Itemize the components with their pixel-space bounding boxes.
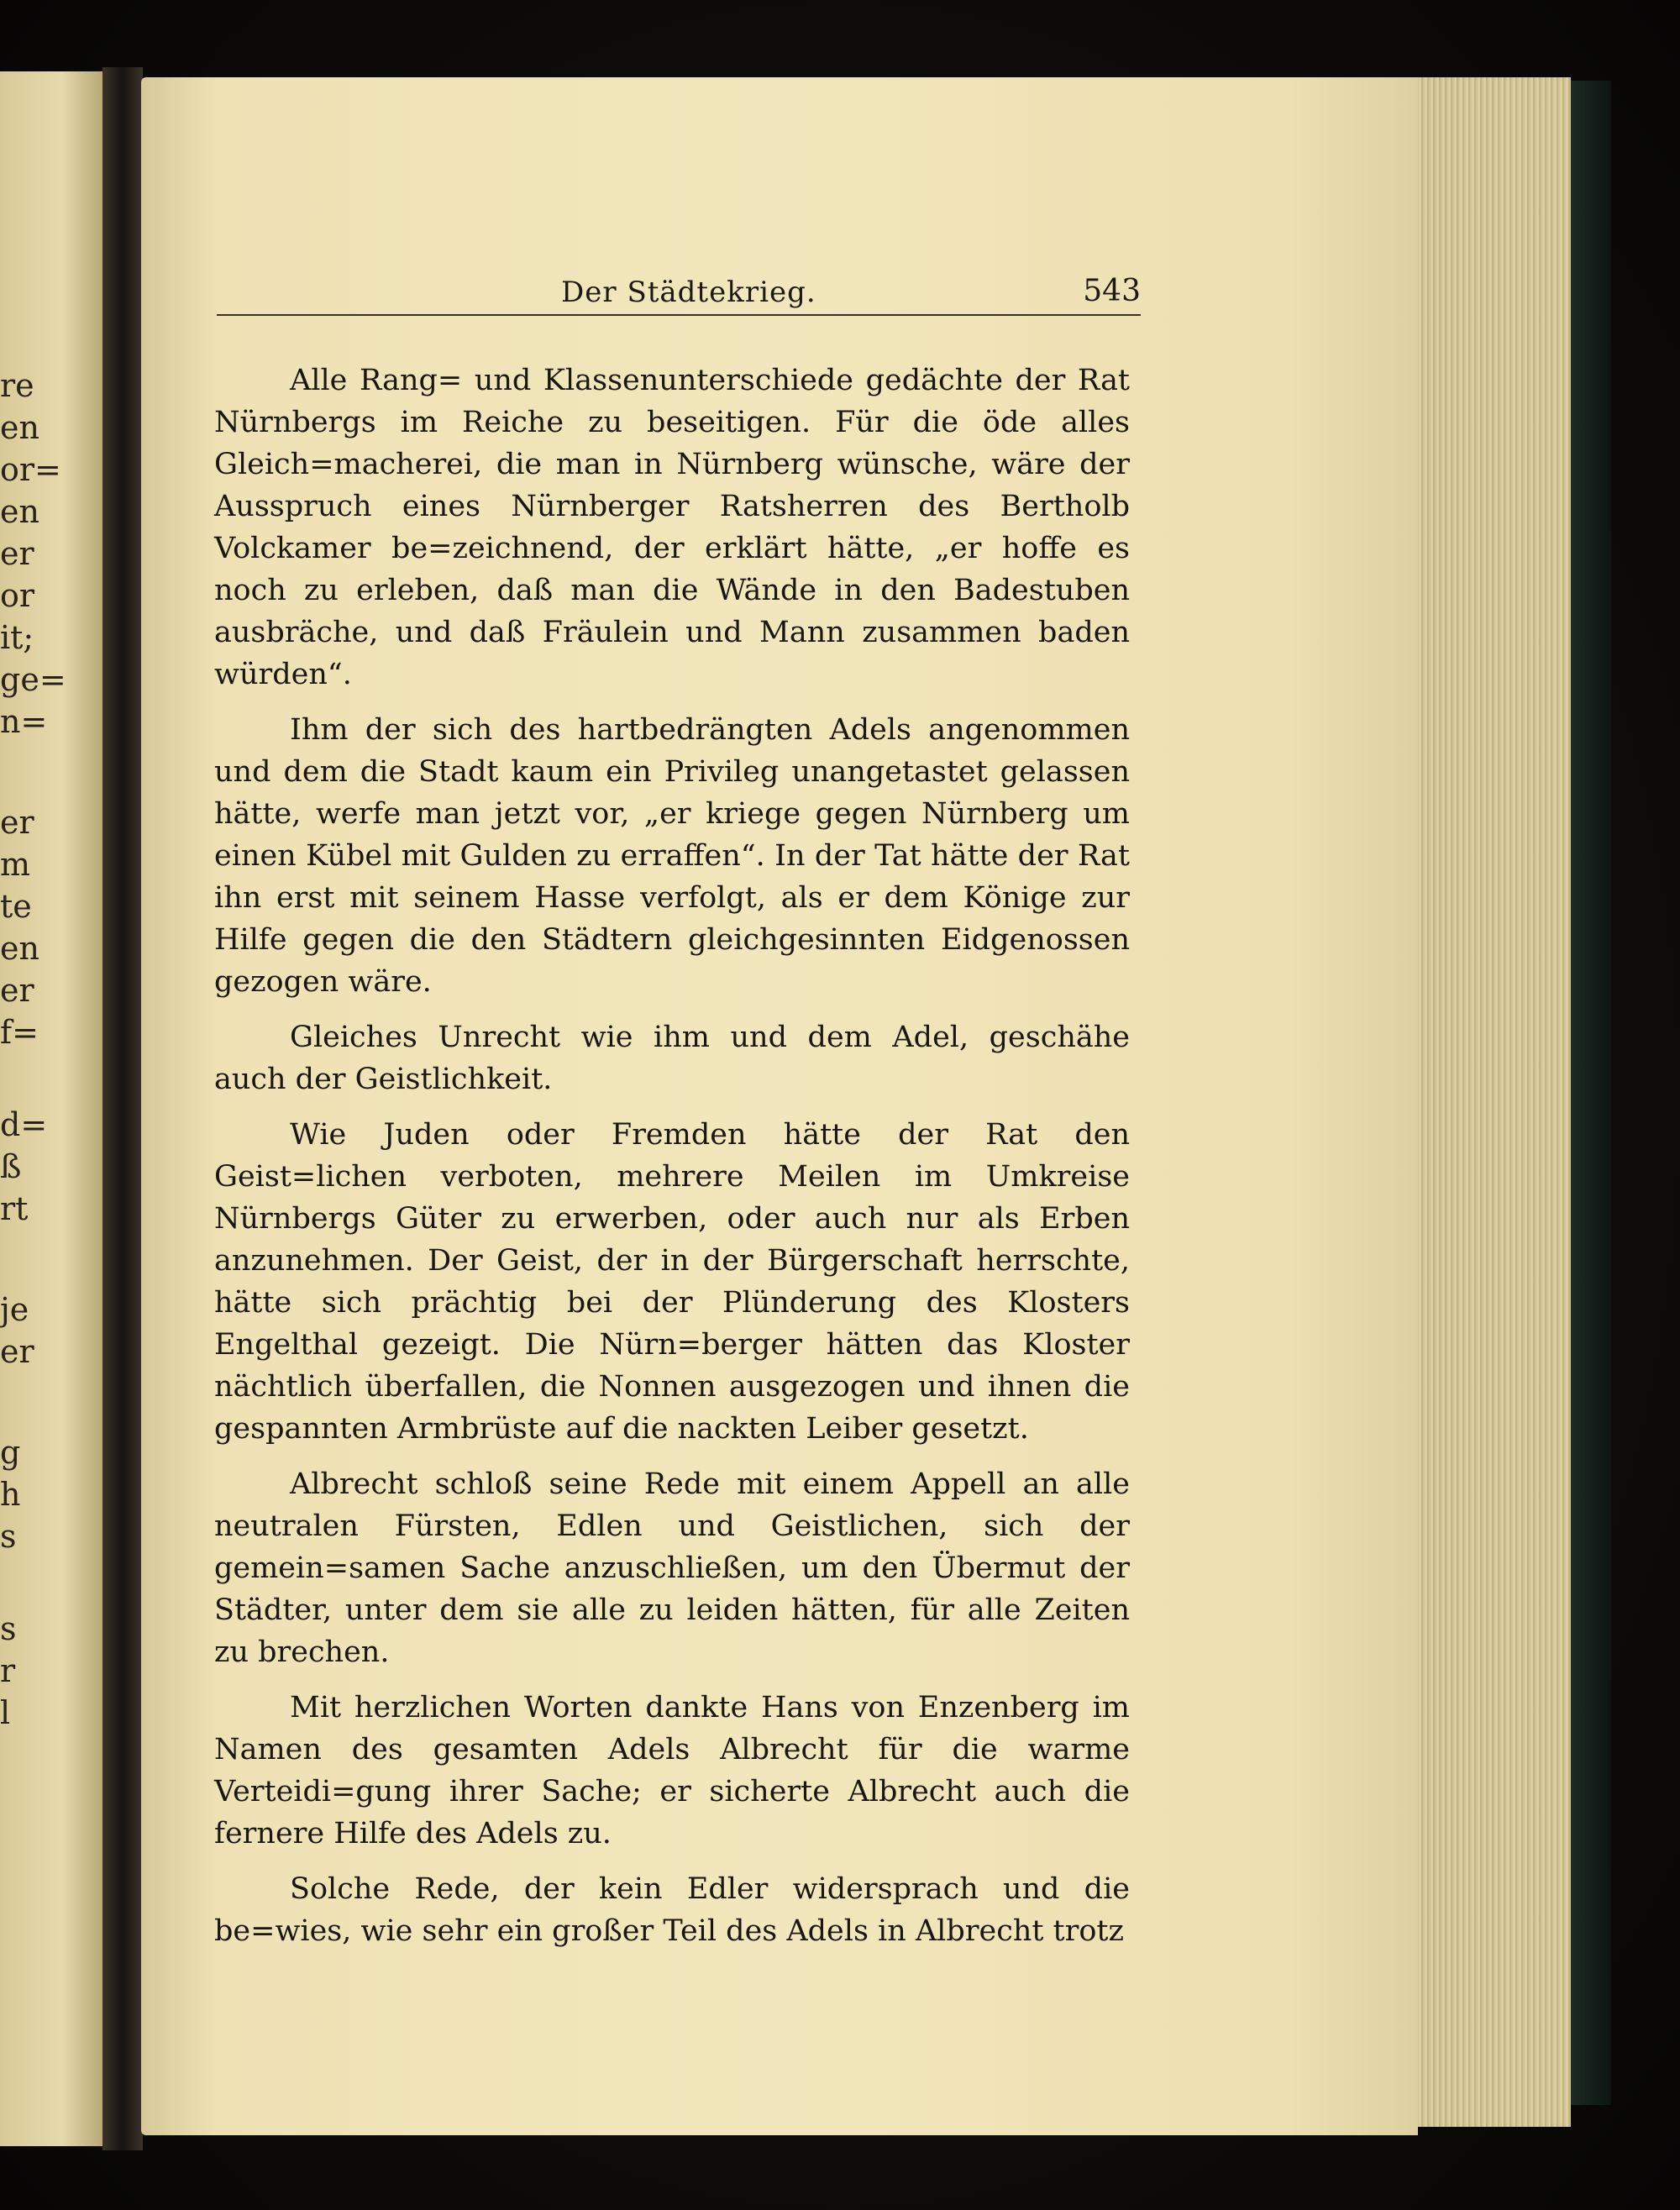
left-fragment: r bbox=[0, 1652, 16, 1689]
left-fragment: je bbox=[0, 1291, 29, 1328]
left-fragment: er bbox=[0, 1333, 34, 1370]
left-fragment: en bbox=[0, 493, 39, 530]
paragraph: Solche Rede, der kein Edler widersprach und die be=wies, wie sehr ein großer Teil des Adels in Albrecht trotz bbox=[214, 1872, 1130, 1948]
left-fragment: er bbox=[0, 804, 34, 841]
left-fragment: h bbox=[0, 1476, 21, 1513]
paragraph: Ihm der sich des hartbedrängten Adels angenommen und dem die Stadt kaum ein Privileg unangetastet gelassen hätte, werfe man jetzt vor, „er kriege gegen Nürnberg um einen Kübel mit Gulden zu erraffen“. In der Tat hätte der Rat ihn erst mit seinem Hasse verfolgt, als er dem Könige zur Hilfe gegen die den Städtern gleichgesinnten Eidgenossen gezogen wäre. bbox=[214, 713, 1130, 999]
left-fragment: s bbox=[0, 1518, 17, 1555]
left-fragment: or bbox=[0, 577, 35, 614]
paragraph: Gleiches Unrecht wie ihm und dem Adel, geschähe auch der Geistlichkeit. bbox=[214, 1021, 1130, 1096]
left-fragment: f= bbox=[0, 1014, 39, 1051]
paragraph: Wie Juden oder Fremden hätte der Rat den Geist=lichen verboten, mehrere Meilen im Umkreise Nürnbergs Güter zu erwerben, oder auch nur als Erben anzunehmen. Der Geist, der in der Bürgerschaft herrschte, hätte sich prächtig bei der Plünderung des Klosters Engelthal gezeigt. Die Nürn=berger hätten das Kloster nächtlich überfallen, die Nonnen ausgezogen und ihnen die gespannten Armbrüste auf die nackten Leiber gesetzt. bbox=[214, 1118, 1130, 1446]
book-cover-edge bbox=[1571, 81, 1611, 2105]
left-fragment: m bbox=[0, 846, 31, 883]
left-fragment: d= bbox=[0, 1106, 48, 1143]
left-fragment: ge= bbox=[0, 661, 66, 698]
left-fragment: en bbox=[0, 409, 39, 446]
book-gutter bbox=[102, 67, 143, 2150]
left-fragment: it; bbox=[0, 619, 34, 656]
left-fragment: n= bbox=[0, 703, 48, 740]
page-number: 543 bbox=[1083, 274, 1141, 308]
page-stack-edges bbox=[1418, 77, 1571, 2127]
left-fragment: or= bbox=[0, 451, 61, 488]
paragraph: Alle Rang= und Klassenunterschiede gedächte der Rat Nürnbergs im Reiche zu beseitigen. Für die öde alles Gleich=macherei, die man in Nürnberg wünsche, wäre der Ausspruch eines Nürnberger Ratsherren des Bertholb Volckamer be=zeichnend, der erklärt hätte, „er hoffe es noch zu erleben, daß man die Wände in den Badestuben ausbräche, und daß Fräulein und Mann zusammen baden würden“. bbox=[214, 364, 1130, 691]
body-text bbox=[214, 360, 1130, 1952]
left-fragment: er bbox=[0, 972, 34, 1009]
left-fragment: g bbox=[0, 1434, 21, 1471]
left-fragment: ß bbox=[0, 1148, 22, 1185]
left-page-edge bbox=[0, 71, 102, 2146]
running-head bbox=[217, 270, 1141, 316]
left-fragment: rt bbox=[0, 1190, 29, 1227]
left-fragment: er bbox=[0, 535, 34, 572]
left-fragment: s bbox=[0, 1610, 17, 1647]
chapter-title: Der Städtekrieg. bbox=[561, 276, 816, 309]
paragraph: Albrecht schloß seine Rede mit einem Appell an alle neutralen Fürsten, Edlen und Geistlichen, sich der gemein=samen Sache anzuschließen, um den Übermut der Städter, unter dem sie alle zu leiden hätten, für alle Zeiten zu brechen. bbox=[214, 1467, 1130, 1669]
left-fragment: re bbox=[0, 367, 34, 404]
left-fragment: en bbox=[0, 930, 39, 967]
paragraph: Mit herzlichen Worten dankte Hans von Enzenberg im Namen des gesamten Adels Albrecht für die warme Verteidi=gung ihrer Sache; er sicherte Albrecht auch die fernere Hilfe des Adels zu. bbox=[214, 1691, 1130, 1850]
left-fragment: te bbox=[0, 888, 32, 925]
left-fragment: l bbox=[0, 1694, 11, 1731]
